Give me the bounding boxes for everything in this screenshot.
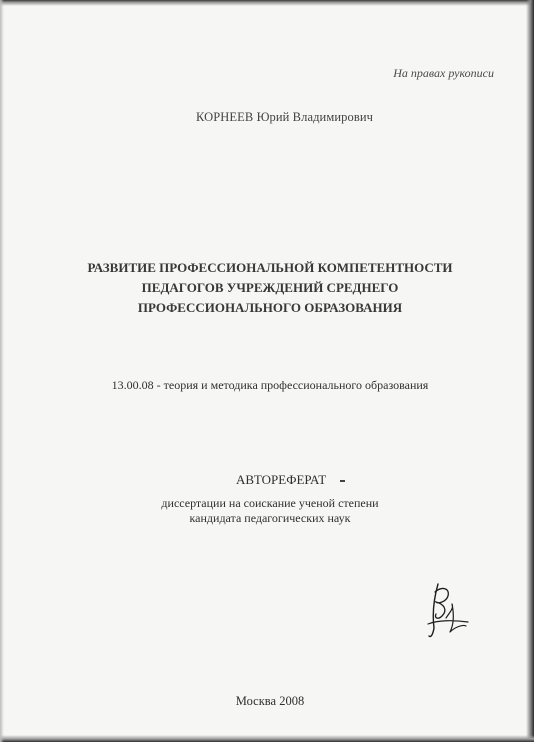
- scan-edge-bottom: [0, 735, 534, 742]
- thesis-title-line: ПЕДАГОГОВ УЧРЕЖДЕНИЙ СРЕДНЕГО: [141, 280, 399, 295]
- city-year: Москва 2008: [235, 694, 305, 708]
- author-name: КОРНЕЕВ Юрий Владимирович: [196, 110, 374, 124]
- signature-icon: [424, 578, 472, 640]
- degree-purpose-line: диссертации на соискание ученой степени: [161, 496, 379, 510]
- thesis-title-line: ПРОФЕССИОНАЛЬНОГО ОБРАЗОВАНИЯ: [137, 300, 403, 315]
- thesis-title: [60, 258, 480, 318]
- degree-purpose: [120, 496, 420, 526]
- degree-purpose-line: кандидата педагогических наук: [189, 511, 351, 525]
- abstract-heading-text: АВТОРЕФЕРАТ: [236, 472, 327, 487]
- ink-mark: [340, 480, 345, 482]
- specialty-code: 13.00.08 - теория и методика профессионального образования: [111, 378, 429, 392]
- abstract-heading: [236, 472, 345, 488]
- scan-edge-top: [0, 0, 534, 6]
- scan-edge-left: [0, 0, 4, 742]
- scan-edge-right: [526, 0, 534, 742]
- header-note: На правах рукописи: [393, 66, 494, 80]
- thesis-title-line: РАЗВИТИЕ ПРОФЕССИОНАЛЬНОЙ КОМПЕТЕНТНОСТИ: [87, 260, 453, 275]
